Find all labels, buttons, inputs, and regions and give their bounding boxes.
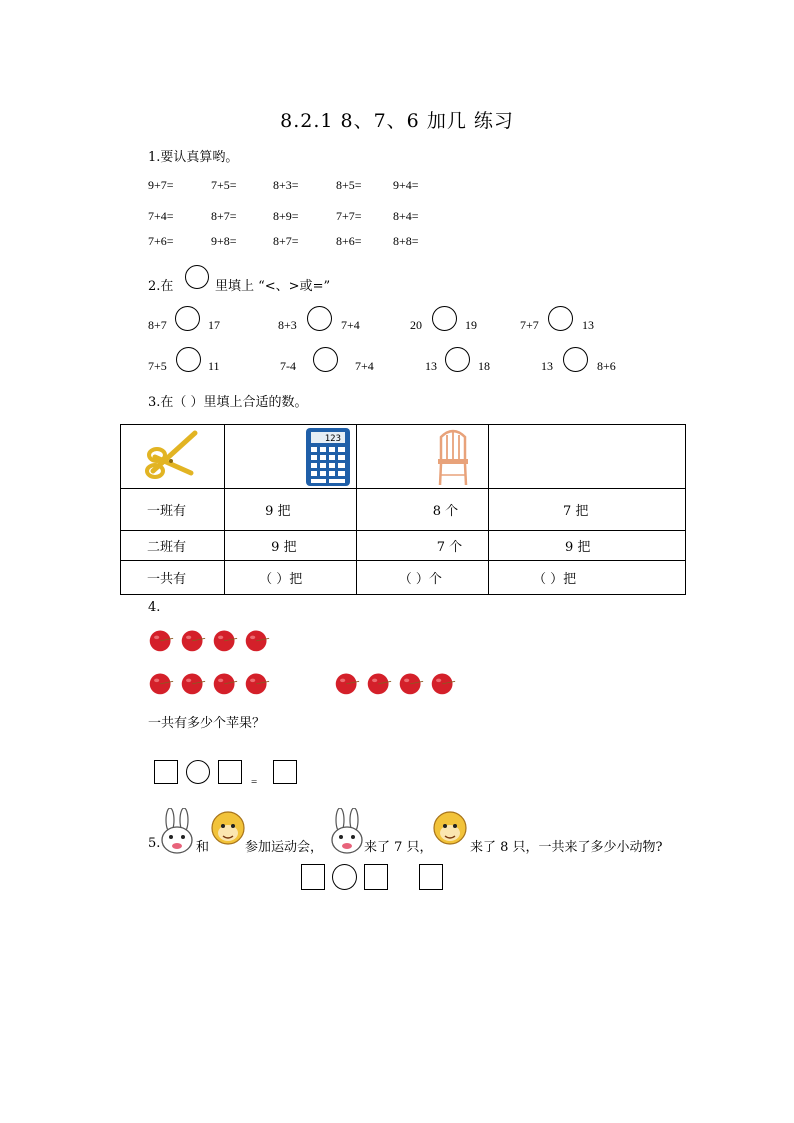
apple-icon [148,670,174,696]
comparison-right: 13 [582,318,594,332]
calculator-icon [305,427,351,487]
apple-icon [180,670,206,696]
equation: 9+4= [393,178,419,192]
comparison-circle[interactable] [432,306,457,331]
comparison-circle[interactable] [548,306,573,331]
q3-table [120,424,686,595]
q5-text-rabbits: 来了 7 只， [364,840,433,855]
comparison-left: 8+7 [148,318,167,332]
rabbit-icon [328,808,366,856]
operator-circle[interactable] [332,864,357,890]
row-1-cell: 9 把 [225,489,357,531]
row-3-answer[interactable]: （ ）把 [489,561,686,595]
apple-icon [212,627,238,653]
comparison-left: 8+3 [278,318,297,332]
equation: 8+9= [273,209,299,223]
equation: 8+3= [273,178,299,192]
q5-label: 5. [148,836,161,851]
comparison-left: 7+5 [148,359,167,373]
equation: 8+7= [273,234,299,248]
comparison-right: 17 [208,318,220,332]
comparison-left: 13 [425,359,437,373]
answer-circle-example [185,265,209,289]
comparison-circle[interactable] [176,347,201,372]
equation: 7+4= [148,209,174,223]
apple-icon [334,670,360,696]
row-1-cell: 8 个 [356,489,488,531]
equation: 8+6= [336,234,362,248]
comparison-circle[interactable] [313,347,338,372]
comparison-right: 18 [478,359,490,373]
comparison-circle[interactable] [563,347,588,372]
q4-question: 一共有多少个苹果？ [148,716,266,731]
comparison-left: 13 [541,359,553,373]
apple-icon [430,670,456,696]
comparison-circle[interactable] [175,306,200,331]
calculator-cell [225,425,357,489]
equation: 7+6= [148,234,174,248]
equation: 9+8= [211,234,237,248]
comparison-right: 19 [465,318,477,332]
q5-text-monkeys: 来了 8 只，一共来了多少小动物? [470,840,663,855]
equation: 8+8= [393,234,419,248]
comparison-circle[interactable] [307,306,332,331]
q1-label: 1.要认真算哟。 [148,150,239,165]
empty-cell [489,425,686,489]
row-2-label: 二班有 [121,531,225,561]
equation: 7+7= [336,209,362,223]
apple-icon [366,670,392,696]
apple-icon [398,670,424,696]
chair-cell [356,425,488,489]
monkey-icon [432,808,468,848]
answer-box[interactable] [218,760,242,784]
answer-box[interactable] [301,864,325,890]
operator-circle[interactable] [186,760,210,784]
comparison-right: 7+4 [341,318,360,332]
equation: 8+5= [336,178,362,192]
comparison-right: 8+6 [597,359,616,373]
page-title: 8.2.1 8、7、6 加几 练习 [280,110,514,132]
q3-label: 3.在（ ）里填上合适的数。 [148,395,308,410]
row-1-label: 一班有 [121,489,225,531]
scissors-cell [121,425,225,489]
row-3-label: 一共有 [121,561,225,595]
monkey-icon [210,808,246,848]
row-2-cell: 9 把 [489,531,686,561]
comparison-right: 11 [208,359,220,373]
equation: 7+5= [211,178,237,192]
answer-box[interactable] [364,864,388,890]
equation: 8+7= [211,209,237,223]
comparison-left: 7+7 [520,318,539,332]
apple-icon [244,670,270,696]
apple-icon [180,627,206,653]
apple-icon [244,627,270,653]
comparison-circle[interactable] [445,347,470,372]
row-2-cell: 7 个 [356,531,488,561]
scissors-icon [143,427,203,483]
comparison-right: 7+4 [355,359,374,373]
chair-icon [435,427,471,487]
q5-text-join: 参加运动会， [245,840,324,855]
answer-box[interactable] [273,760,297,784]
calculator-display: 123 [324,434,342,444]
comparison-left: 7-4 [280,359,296,373]
equation: 9+7= [148,178,174,192]
row-3-answer[interactable]: （ ）把 [225,561,357,595]
q2-label-prefix: 2.在 [148,279,174,294]
equals-sign: = [251,776,258,788]
q4-label: 4. [148,600,161,615]
q2-label-suffix: 里填上 “<、>或=” [215,279,331,294]
apple-icon [148,627,174,653]
q5-text-and: 和 [196,840,210,855]
row-3-answer[interactable]: （ ）个 [356,561,488,595]
rabbit-icon [158,808,196,856]
equation: 8+4= [393,209,419,223]
apple-icon [212,670,238,696]
row-1-cell: 7 把 [489,489,686,531]
answer-box[interactable] [154,760,178,784]
comparison-left: 20 [410,318,422,332]
answer-box[interactable] [419,864,443,890]
row-2-cell: 9 把 [225,531,357,561]
